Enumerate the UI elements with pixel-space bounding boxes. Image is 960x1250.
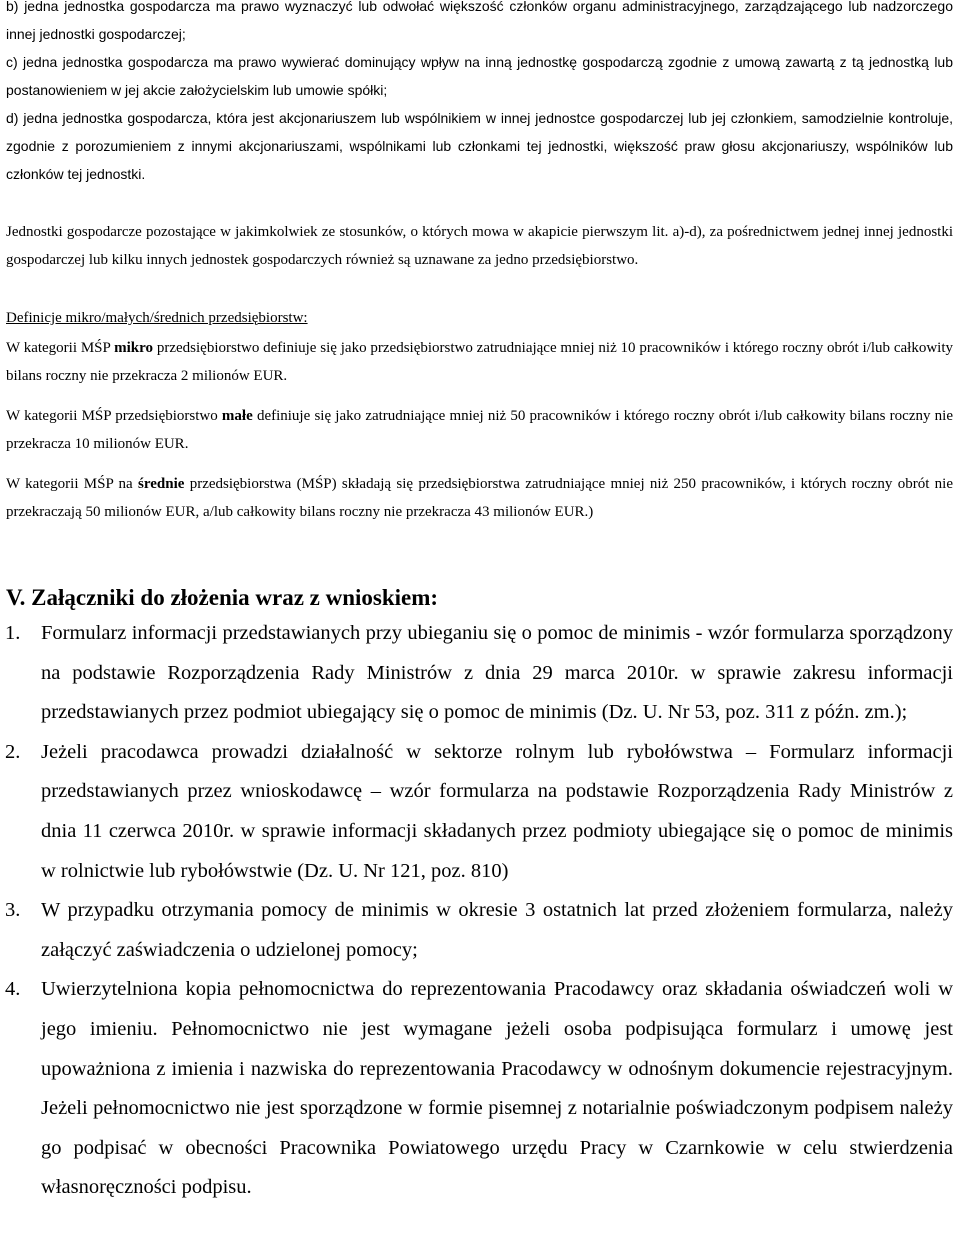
attachment-item <box>0 614 960 733</box>
attachment-number: 1. <box>5 622 21 644</box>
intermediary-paragraph: Jednostki gospodarcze pozostające w jakimkolwiek ze stosunków, o których mowa w akapicie pierwszym lit. a)-d), za pośrednictwem jednej innej jednostki gospodarczej lub kilku innych jednostek gospodarczych również są uznawane za jedno przedsiębiorstwo. <box>6 224 953 268</box>
condition-c: c) jedna jednostka gospodarcza ma prawo wywierać dominujący wpływ na inną jednostkę gospodarczą zgodnie z umową zawartą z tą jednostką lub postanowieniem w jej akcie założycielskim lub umowie spółki; <box>6 54 953 98</box>
attachment-number: 3. <box>5 899 21 922</box>
attachment-text: Uwierzytelniona kopia pełnomocnictwa do reprezentowania Pracodawcy oraz składania oświadczeń woli w jego imieniu. Pełnomocnictwo nie jest wymagane jeżeli osoba podpisująca formularz i umowę jest upoważniona z imienia i nazwiska do reprezentowania Pracodawcy w odnośnym dokumencie rejestracyjnym. Jeżeli pełnomocnictwo nie jest sporządzone w formie pisemnej z notarialnie poświadczonym podpisem należy go podpisać w obecności Pracownika Powiatowego urzędu Pracy w Czarnkowie w celu stwierdzenia własnoręczności podpisu. <box>41 978 953 1199</box>
definition-medium: W kategorii MŚP na średnie przedsiębiorstwa (MŚP) składają się przedsiębiorstwa zatrudniające mniej niż 250 pracowników, i których roczny obrót nie przekraczają 50 milionów EUR, a/lub całkowity bilans roczny nie przekracza 43 milionów EUR.) <box>6 476 954 520</box>
condition-b: b) jedna jednostka gospodarcza ma prawo wyznaczyć lub odwołać większość członków organu administracyjnego, zarządzającego lub nadzorczego innej jednostki gospodarczej; <box>6 0 953 42</box>
attachment-item <box>0 970 960 1208</box>
definition-small: W kategorii MŚP przedsiębiorstwo małe definiuje się jako zatrudniające mniej niż 50 pracowników i którego roczny obrót i/lub całkowity bilans roczny nie przekracza 10 milionów EUR. <box>6 408 954 452</box>
term-medium: średnie <box>138 476 185 492</box>
attachment-text: W przypadku otrzymania pomocy de minimis w okresie 3 ostatnich lat przed złożeniem formularza, należy załączyć zaświadczenia o udzielonej pomocy; <box>41 899 953 961</box>
definition-micro: W kategorii MŚP mikro przedsiębiorstwo definiuje się jako przedsiębiorstwo zatrudniające mniej niż 10 pracowników i którego roczny obrót i/lub całkowity bilans roczny nie przekracza 2 milionów EUR. <box>6 340 954 384</box>
section-heading: V. Załączniki do złożenia wraz z wnioskiem: <box>6 585 439 610</box>
term-small: małe <box>221 408 253 424</box>
definitions-title: Definicje mikro/małych/średnich przedsiębiorstw: <box>6 310 308 326</box>
attachment-text: Jeżeli pracodawca prowadzi działalność w sektorze rolnym lub rybołówstwa – Formularz informacji przedstawianych przez wnioskodawcę – wzór formularza na podstawie Rozporządzenia Rady Ministrów z dnia 11 czerwca 2010r. w sprawie informacji składanych przez podmioty ubiegające się o pomoc de minimis w rolnictwie lub rybołówstwie (Dz. U. Nr 121, poz. 810) <box>41 740 953 882</box>
term-micro: mikro <box>114 340 154 356</box>
attachment-number: 4. <box>5 978 21 1001</box>
attachment-text: Formularz informacji przedstawianych przy ubieganiu się o pomoc de minimis - wzór formularza sporządzony na podstawie Rozporządzenia Rady Ministrów z dnia 29 marca 2010r. w sprawie zakresu informacji przedstawianych przez podmiot ubiegający się o pomoc de minimis (Dz. U. Nr 53, poz. 311 z późn. zm.); <box>41 622 953 724</box>
attachments-list <box>0 614 960 1208</box>
attachment-item <box>0 733 960 891</box>
attachment-item <box>0 891 960 970</box>
attachment-number: 2. <box>5 740 21 763</box>
condition-d: d) jedna jednostka gospodarcza, która jest akcjonariuszem lub wspólnikiem w innej jednostce gospodarczej lub jej członkiem, samodzielnie kontroluje, zgodnie z porozumieniem z innymi akcjonariuszami, wspólnikami lub członkami tej jednostki, większość praw głosu akcjonariuszy, wspólników lub członków tej jednostki. <box>6 110 953 182</box>
